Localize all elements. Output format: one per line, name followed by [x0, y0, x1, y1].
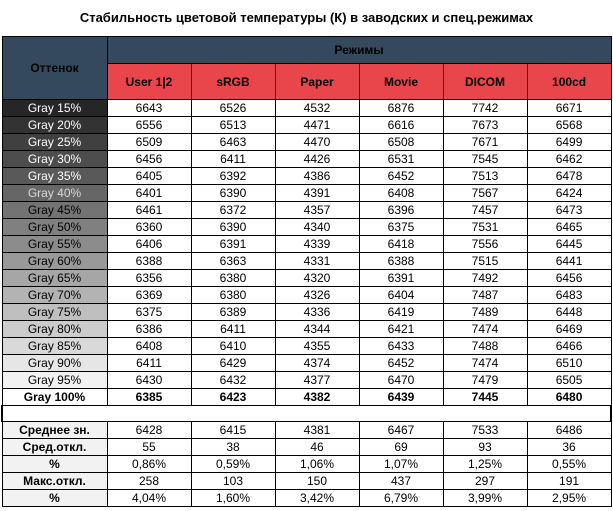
stat-row: [2, 422, 611, 439]
table-row: [2, 151, 611, 168]
value-cell: 6380: [191, 270, 275, 287]
value-cell: 6876: [359, 100, 443, 117]
table-row: [2, 185, 611, 202]
table-row: [2, 219, 611, 236]
value-cell: 6568: [527, 117, 611, 134]
value-cell: 6480: [527, 389, 611, 406]
value-cell: 6456: [527, 270, 611, 287]
stat-value-cell: 36: [527, 439, 611, 456]
value-cell: 6411: [107, 355, 191, 372]
value-cell: 6405: [107, 168, 191, 185]
value-cell: 6671: [527, 100, 611, 117]
table-row: [2, 389, 611, 406]
value-cell: 7673: [443, 117, 527, 134]
value-cell: 6369: [107, 287, 191, 304]
stat-label: %: [2, 456, 107, 473]
stat-value-cell: 6428: [107, 422, 191, 439]
value-cell: 6483: [527, 287, 611, 304]
value-cell: 6375: [107, 304, 191, 321]
value-cell: 6360: [107, 219, 191, 236]
value-cell: 4382: [275, 389, 359, 406]
value-cell: 6424: [527, 185, 611, 202]
value-cell: 6423: [191, 389, 275, 406]
stat-value-cell: 6,79%: [359, 490, 443, 507]
value-cell: 6531: [359, 151, 443, 168]
shade-label: Gray 50%: [2, 219, 107, 236]
value-cell: 4326: [275, 287, 359, 304]
value-cell: 6462: [527, 151, 611, 168]
value-cell: 4344: [275, 321, 359, 338]
shade-label: Gray 100%: [2, 389, 107, 406]
mode-header: 100cd: [527, 64, 611, 100]
value-cell: 6408: [107, 338, 191, 355]
value-cell: 4339: [275, 236, 359, 253]
separator-cell: [2, 406, 611, 422]
stat-value-cell: 38: [191, 439, 275, 456]
value-cell: 7492: [443, 270, 527, 287]
table-row: [2, 168, 611, 185]
stat-value-cell: 55: [107, 439, 191, 456]
value-cell: 6463: [191, 134, 275, 151]
value-cell: 4377: [275, 372, 359, 389]
value-cell: 6363: [191, 253, 275, 270]
shade-label: Gray 75%: [2, 304, 107, 321]
stat-value-cell: 4381: [275, 422, 359, 439]
value-cell: 6556: [107, 117, 191, 134]
value-cell: 6461: [107, 202, 191, 219]
value-cell: 6441: [527, 253, 611, 270]
value-cell: 6452: [359, 168, 443, 185]
value-cell: 6452: [359, 355, 443, 372]
value-cell: 7513: [443, 168, 527, 185]
shade-label: Gray 85%: [2, 338, 107, 355]
table-row: [2, 117, 611, 134]
value-cell: 7531: [443, 219, 527, 236]
value-cell: 6429: [191, 355, 275, 372]
value-cell: 6456: [107, 151, 191, 168]
shade-label: Gray 25%: [2, 134, 107, 151]
value-cell: 6643: [107, 100, 191, 117]
value-cell: 7545: [443, 151, 527, 168]
stat-value-cell: 3,99%: [443, 490, 527, 507]
stat-row: [2, 473, 611, 490]
stat-value-cell: 46: [275, 439, 359, 456]
value-cell: 6411: [191, 321, 275, 338]
value-cell: 7515: [443, 253, 527, 270]
value-cell: 6473: [527, 202, 611, 219]
value-cell: 6372: [191, 202, 275, 219]
mode-header: DICOM: [443, 64, 527, 100]
table-row: [2, 253, 611, 270]
value-cell: 7487: [443, 287, 527, 304]
stat-row: [2, 456, 611, 473]
value-cell: 4340: [275, 219, 359, 236]
value-cell: 7488: [443, 338, 527, 355]
value-cell: 6388: [107, 253, 191, 270]
stat-value-cell: 0,86%: [107, 456, 191, 473]
value-cell: 6404: [359, 287, 443, 304]
value-cell: 6432: [191, 372, 275, 389]
stat-value-cell: 191: [527, 473, 611, 490]
value-cell: 6390: [191, 185, 275, 202]
value-cell: 4391: [275, 185, 359, 202]
stat-value-cell: 258: [107, 473, 191, 490]
value-cell: 6439: [359, 389, 443, 406]
shade-label: Gray 40%: [2, 185, 107, 202]
value-cell: 6430: [107, 372, 191, 389]
table-row: [2, 355, 611, 372]
shade-label: Gray 15%: [2, 100, 107, 117]
shade-label: Gray 60%: [2, 253, 107, 270]
value-cell: 7445: [443, 389, 527, 406]
stat-label: Сред.откл.: [2, 439, 107, 456]
table-row: [2, 287, 611, 304]
value-cell: 6389: [191, 304, 275, 321]
stat-value-cell: 1,06%: [275, 456, 359, 473]
value-cell: 7479: [443, 372, 527, 389]
value-cell: 7567: [443, 185, 527, 202]
value-cell: 6505: [527, 372, 611, 389]
value-cell: 6385: [107, 389, 191, 406]
value-cell: 6356: [107, 270, 191, 287]
value-cell: 6616: [359, 117, 443, 134]
value-cell: 6470: [359, 372, 443, 389]
value-cell: 6466: [527, 338, 611, 355]
mode-header: sRGB: [191, 64, 275, 100]
stat-value-cell: 437: [359, 473, 443, 490]
value-cell: 6408: [359, 185, 443, 202]
table-row: [2, 338, 611, 355]
value-cell: 6510: [527, 355, 611, 372]
table-row: [2, 304, 611, 321]
value-cell: 6375: [359, 219, 443, 236]
value-cell: 6526: [191, 100, 275, 117]
table-row: [2, 134, 611, 151]
value-cell: 4386: [275, 168, 359, 185]
shade-label: Gray 30%: [2, 151, 107, 168]
value-cell: 7457: [443, 202, 527, 219]
value-cell: 6508: [359, 134, 443, 151]
stat-value-cell: 0,55%: [527, 456, 611, 473]
stat-value-cell: 6415: [191, 422, 275, 439]
stat-value-cell: 0,59%: [191, 456, 275, 473]
value-cell: 7474: [443, 321, 527, 338]
table-title: Стабильность цветовой температуры (К) в заводских и спец.режимах: [79, 10, 534, 25]
value-cell: 6421: [359, 321, 443, 338]
value-cell: 4532: [275, 100, 359, 117]
table-row: [2, 270, 611, 287]
value-cell: 6418: [359, 236, 443, 253]
stat-value-cell: 7533: [443, 422, 527, 439]
table-row: [2, 372, 611, 389]
value-cell: 4374: [275, 355, 359, 372]
value-cell: 4471: [275, 117, 359, 134]
value-cell: 6380: [191, 287, 275, 304]
shade-label: Gray 80%: [2, 321, 107, 338]
stat-value-cell: 2,95%: [527, 490, 611, 507]
stat-value-cell: 6467: [359, 422, 443, 439]
shade-column-header: Оттенок: [2, 37, 107, 100]
value-cell: 6445: [527, 236, 611, 253]
value-cell: 7671: [443, 134, 527, 151]
table-row: [2, 236, 611, 253]
stat-label: Макс.откл.: [2, 473, 107, 490]
value-cell: 6390: [191, 219, 275, 236]
separator-row: [2, 406, 611, 422]
value-cell: 4426: [275, 151, 359, 168]
table-row: [2, 202, 611, 219]
value-cell: 7489: [443, 304, 527, 321]
value-cell: 4357: [275, 202, 359, 219]
value-cell: 6406: [107, 236, 191, 253]
stat-value-cell: 103: [191, 473, 275, 490]
value-cell: 6469: [527, 321, 611, 338]
stat-value-cell: 1,07%: [359, 456, 443, 473]
value-cell: 6465: [527, 219, 611, 236]
shade-label: Gray 35%: [2, 168, 107, 185]
stat-label: Среднее зн.: [2, 422, 107, 439]
table-row: [2, 321, 611, 338]
value-cell: 4355: [275, 338, 359, 355]
value-cell: 6391: [359, 270, 443, 287]
stat-value-cell: 69: [359, 439, 443, 456]
value-cell: 6401: [107, 185, 191, 202]
modes-header: Режимы: [107, 37, 611, 64]
value-cell: 6410: [191, 338, 275, 355]
mode-header: User 1|2: [107, 64, 191, 100]
stat-value-cell: 4,04%: [107, 490, 191, 507]
mode-header: Movie: [359, 64, 443, 100]
value-cell: 4470: [275, 134, 359, 151]
mode-header: Paper: [275, 64, 359, 100]
value-cell: 6391: [191, 236, 275, 253]
stat-value-cell: 93: [443, 439, 527, 456]
shade-label: Gray 70%: [2, 287, 107, 304]
value-cell: 6448: [527, 304, 611, 321]
shade-label: Gray 65%: [2, 270, 107, 287]
value-cell: 4320: [275, 270, 359, 287]
value-cell: 7474: [443, 355, 527, 372]
value-cell: 6386: [107, 321, 191, 338]
stat-value-cell: 1,60%: [191, 490, 275, 507]
stat-value-cell: 150: [275, 473, 359, 490]
value-cell: 4331: [275, 253, 359, 270]
shade-label: Gray 45%: [2, 202, 107, 219]
stat-value-cell: 3,42%: [275, 490, 359, 507]
value-cell: 6419: [359, 304, 443, 321]
table-row: [2, 100, 611, 117]
value-cell: 6513: [191, 117, 275, 134]
stat-row: [2, 439, 611, 456]
stat-row: [2, 490, 611, 507]
value-cell: 6396: [359, 202, 443, 219]
value-cell: 6392: [191, 168, 275, 185]
value-cell: 6478: [527, 168, 611, 185]
value-cell: 6433: [359, 338, 443, 355]
value-cell: 6499: [527, 134, 611, 151]
value-cell: 4336: [275, 304, 359, 321]
shade-label: Gray 90%: [2, 355, 107, 372]
shade-label: Gray 95%: [2, 372, 107, 389]
value-cell: 7556: [443, 236, 527, 253]
value-cell: 6388: [359, 253, 443, 270]
stat-value-cell: 297: [443, 473, 527, 490]
value-cell: 6411: [191, 151, 275, 168]
value-cell: 7742: [443, 100, 527, 117]
stat-value-cell: 6486: [527, 422, 611, 439]
shade-label: Gray 55%: [2, 236, 107, 253]
stat-value-cell: 1,25%: [443, 456, 527, 473]
shade-label: Gray 20%: [2, 117, 107, 134]
color-temperature-table: [1, 36, 612, 507]
value-cell: 6509: [107, 134, 191, 151]
stat-label: %: [2, 490, 107, 507]
